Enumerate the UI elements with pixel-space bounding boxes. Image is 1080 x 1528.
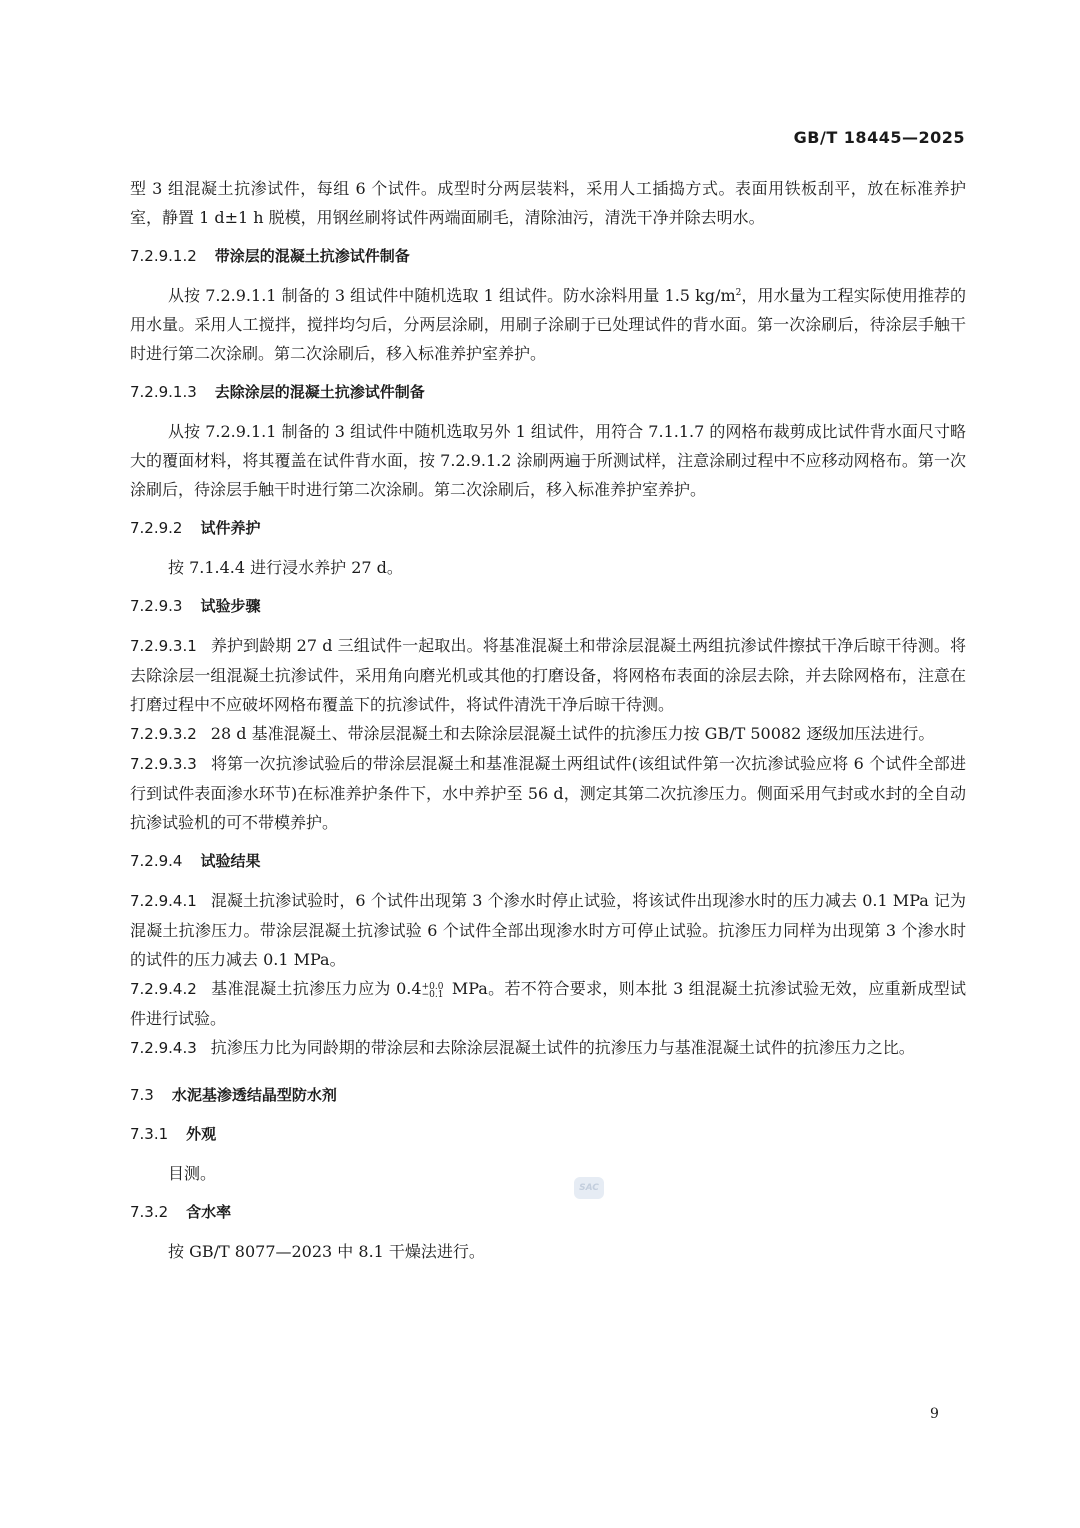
clause-number: 7.2.9.1.3 [130, 383, 197, 401]
clause-number: 7.2.9.1.2 [130, 247, 197, 265]
clause-title: 外观 [186, 1125, 217, 1143]
clause-7-2-9-3-2 [130, 719, 966, 749]
clause-title: 带涂层的混凝土抗渗试件制备 [214, 247, 410, 265]
tolerance-lower: −0.1 [421, 990, 444, 1000]
tolerance-stack [422, 983, 444, 999]
clause-number: 7.2.9.2 [130, 519, 183, 537]
clause-number: 7.2.9.3.2 [130, 725, 197, 743]
text-run: ，用水量为工程实际使用推荐的用水量。采用人工搅拌，搅拌均匀后，分两层涂刷，用刷子涂刷于已处理试件的背水面。第一次涂刷后，待涂层手触干时进行第二次涂刷。第二次涂刷后，移入标准养护室养护。 [130, 286, 966, 363]
clause-number: 7.3.2 [130, 1203, 169, 1221]
clause-heading-7-3-1 [130, 1120, 966, 1149]
clause-number: 7.3.1 [130, 1125, 169, 1143]
paragraph-moisture: 按 GB/T 8077—2023 中 8.1 干燥法进行。 [168, 1242, 485, 1261]
paragraph-continued: 型 3 组混凝土抗渗试件，每组 6 个试件。成型时分两层装料，采用人工插捣方式。表面用铁板刮平，放在标准养护室，静置 1 d±1 h 脱模，用钢丝刷将试件两端面刷毛，清除油污，清洗干净并除去明水。 [130, 179, 966, 227]
clause-title: 试验结果 [200, 852, 261, 870]
paragraph-coated-specimen [130, 281, 966, 368]
clause-7-2-9-3-3 [130, 749, 966, 837]
page-content [130, 174, 966, 1266]
clause-number: 7.2.9.4.3 [130, 1039, 197, 1057]
page-number: 9 [930, 1406, 939, 1422]
clause-7-2-9-3-1 [130, 631, 966, 719]
paragraph-curing: 按 7.1.4.4 进行浸水养护 27 d。 [168, 558, 403, 577]
clause-7-2-9-4-2 [130, 974, 966, 1033]
standard-number: GB/T 18445—2025 [793, 128, 965, 147]
clause-title: 试件养护 [200, 519, 261, 537]
clause-number: 7.2.9.4 [130, 852, 183, 870]
section-heading-7-3 [130, 1081, 966, 1110]
clause-number: 7.2.9.4.1 [130, 892, 197, 910]
clause-heading-7-2-9-3 [130, 592, 966, 621]
paragraph-appearance: 目测。 [168, 1164, 217, 1183]
clause-number: 7.2.9.4.2 [130, 980, 197, 998]
clause-text: MPa。若不符合要求，则本批 3 组混凝土抗渗试验无效，应重新成型试件进行试验。 [130, 979, 966, 1028]
clause-text: 抗渗压力比为同龄期的带涂层和去除涂层混凝土试件的抗渗压力与基准混凝土试件的抗渗压力之比。 [210, 1038, 915, 1057]
clause-number: 7.2.9.3.1 [130, 637, 197, 655]
clause-heading-7-2-9-1-3 [130, 378, 966, 407]
clause-number: 7.3 [130, 1086, 154, 1104]
clause-heading-7-3-2 [130, 1198, 966, 1227]
superscript: 2 [735, 288, 742, 298]
clause-number: 7.2.9.3.3 [130, 755, 197, 773]
clause-7-2-9-4-1 [130, 886, 966, 974]
sac-watermark-logo: SAC [574, 1177, 604, 1199]
clause-title: 去除涂层的混凝土抗渗试件制备 [214, 383, 425, 401]
text-run: 从按 7.2.9.1.1 制备的 3 组试件中随机选取 1 组试件。防水涂料用量 1.5 kg/m [168, 286, 736, 305]
clause-heading-7-2-9-2 [130, 514, 966, 543]
clause-title: 水泥基渗透结晶型防水剂 [171, 1086, 337, 1104]
clause-heading-7-2-9-1-2 [130, 242, 966, 271]
tolerance-upper: +0.0 [421, 982, 444, 992]
clause-number: 7.2.9.3 [130, 597, 183, 615]
clause-title: 试验步骤 [200, 597, 261, 615]
clause-text: 养护到龄期 27 d 三组试件一起取出。将基准混凝土和带涂层混凝土两组抗渗试件擦拭干净后晾干待测。将去除涂层一组混凝土抗渗试件，采用角向磨光机或其他的打磨设备，将网格布表面的涂层去除，并去除网格布，注意在打磨过程中不应破坏网格布覆盖下的抗渗试件，将试件清洗干净后晾干待测。 [130, 636, 966, 714]
clause-7-2-9-4-3 [130, 1033, 966, 1063]
clause-text: 28 d 基准混凝土、带涂层混凝土和去除涂层混凝土试件的抗渗压力按 GB/T 50082 逐级加压法进行。 [210, 724, 935, 743]
clause-text: 将第一次抗渗试验后的带涂层混凝土和基准混凝土两组试件(该组试件第一次抗渗试验应将 6 个试件全部进行到试件表面渗水环节)在标准养护条件下，水中养护至 56 d，测定其第二次抗渗压力。侧面采用气封或水封的全自动抗渗试验机的可不带模养护。 [130, 754, 966, 832]
paragraph-removed-coating: 从按 7.2.9.1.1 制备的 3 组试件中随机选取另外 1 组试件，用符合 7.1.1.7 的网格布裁剪成比试件背水面尺寸略大的覆面材料，将其覆盖在试件背水面，按 7.2.9.1.2 涂刷两遍于所测试样，注意涂刷过程中不应移动网格布。第一次涂刷后，待涂层手触干时进行第二次涂刷。第二次涂刷后，移入标准养护室养护。 [130, 422, 966, 499]
clause-title: 含水率 [186, 1203, 232, 1221]
clause-text: 混凝土抗渗试验时，6 个试件出现第 3 个渗水时停止试验，将该试件出现渗水时的压力减去 0.1 MPa 记为混凝土抗渗压力。带涂层混凝土抗渗试验 6 个试件全部出现渗水时方可停止试验。抗渗压力同样为出现第 3 个渗水时的试件的压力减去 0.1 MPa。 [130, 891, 966, 969]
clause-heading-7-2-9-4 [130, 847, 966, 876]
clause-text: 基准混凝土抗渗压力应为 0.4 [210, 979, 422, 998]
